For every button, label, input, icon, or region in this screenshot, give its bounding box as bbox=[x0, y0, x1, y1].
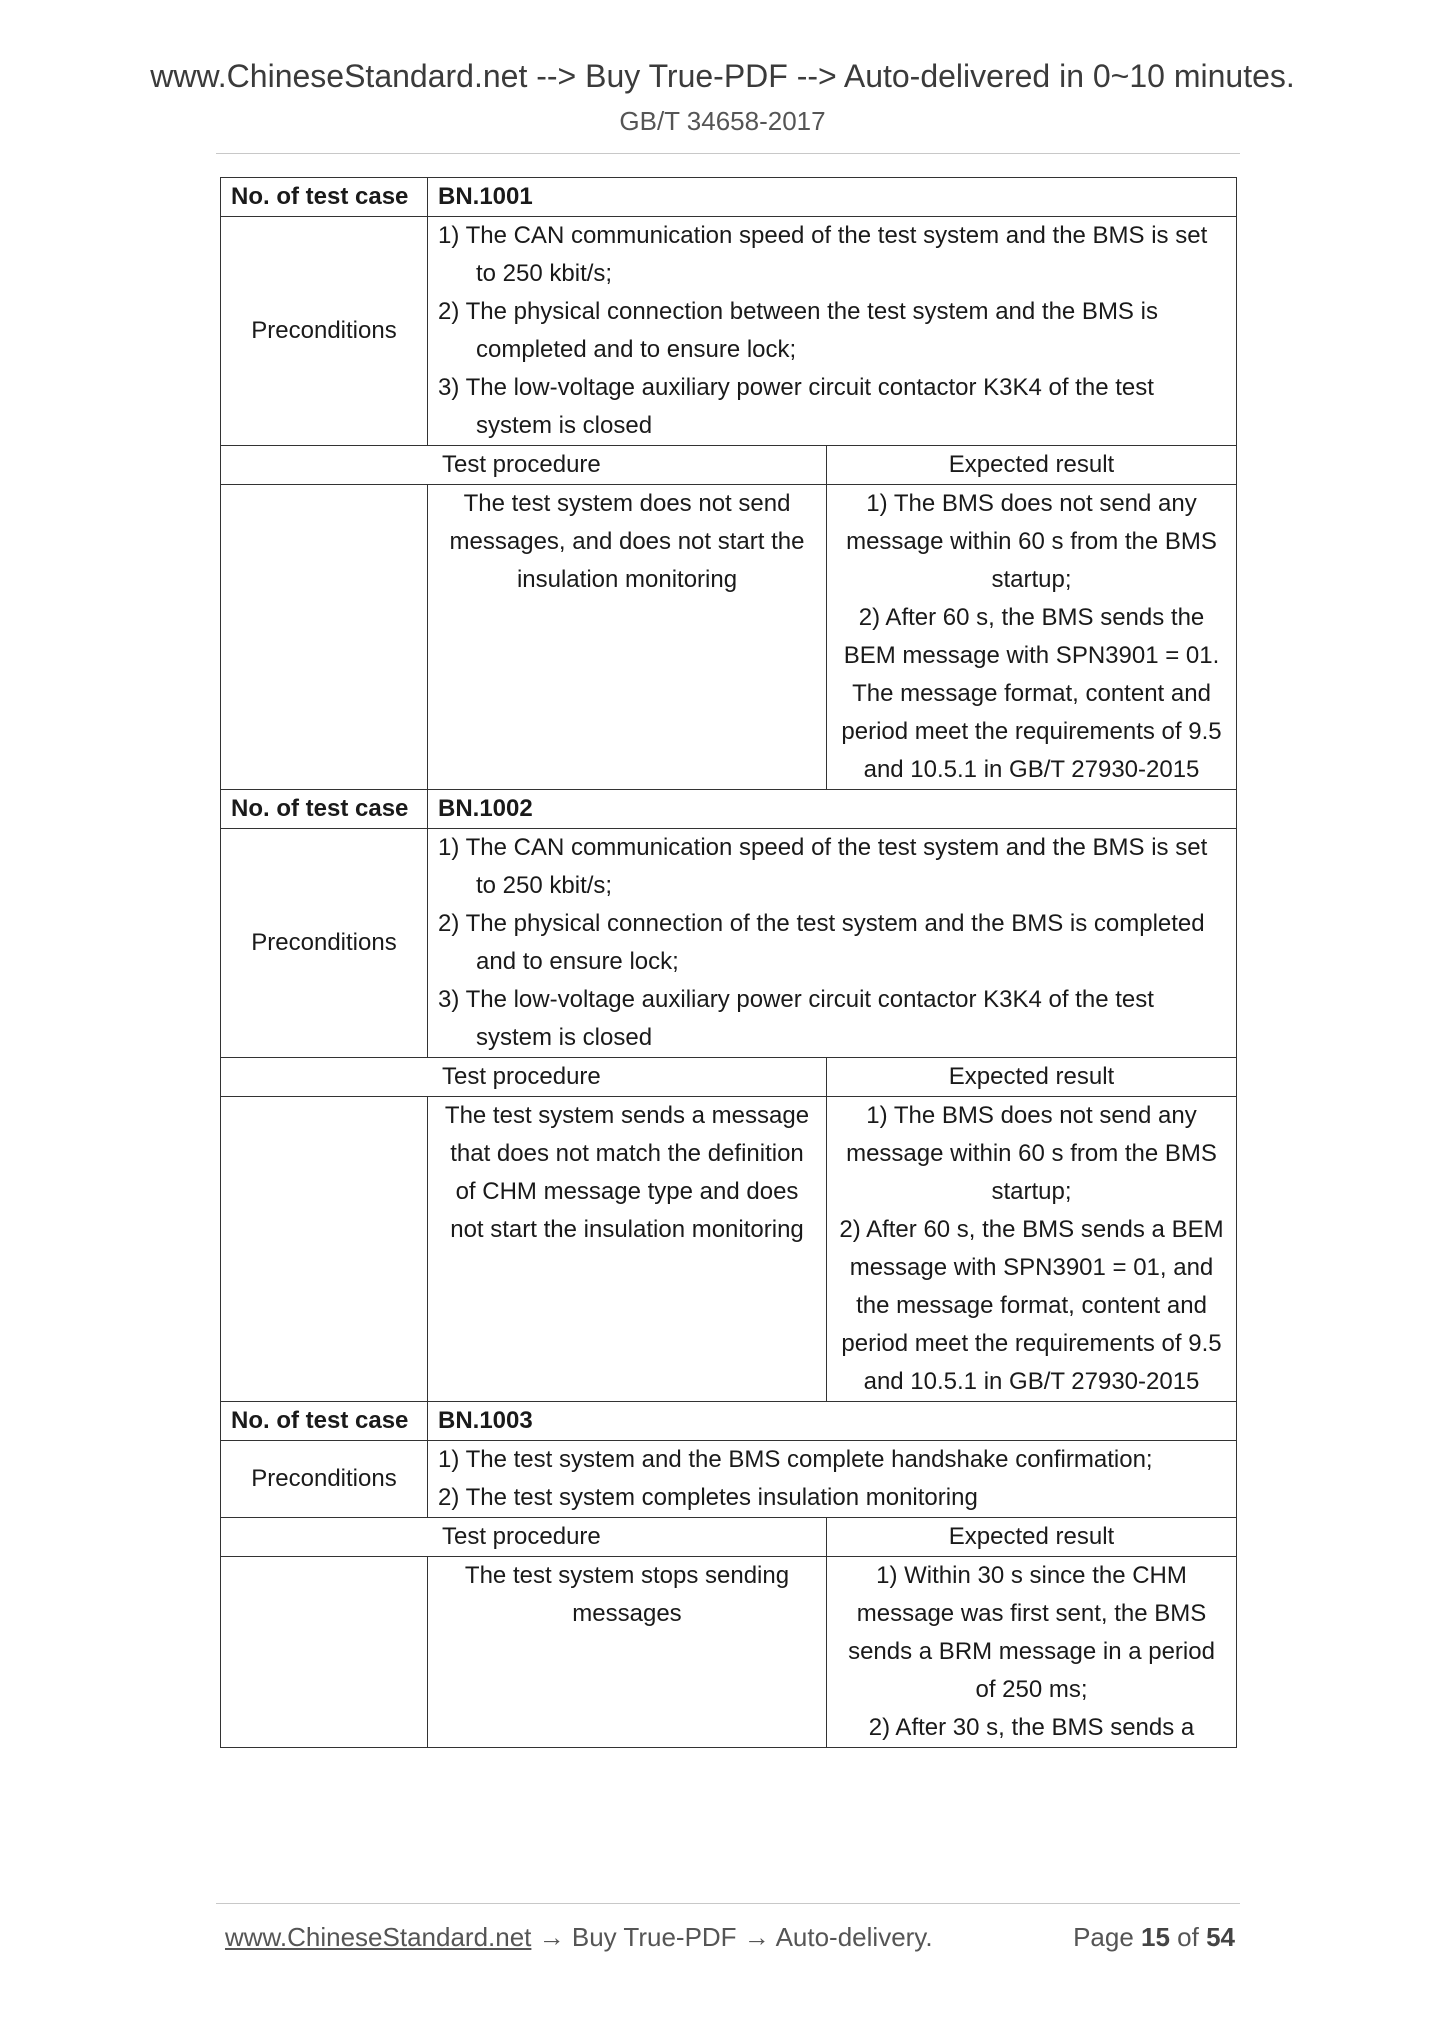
result-item: 1) Within 30 s since the CHM message was first sent, the BMS sends a BRM message in a period of 250 ms; bbox=[848, 1562, 1215, 1703]
case-id-row bbox=[221, 178, 1237, 217]
preconditions-label: Preconditions bbox=[221, 829, 428, 1058]
preconditions-row bbox=[221, 1441, 1237, 1518]
expected-result bbox=[827, 485, 1237, 790]
result-item: 2) After 30 s, the BMS sends a bbox=[868, 1714, 1195, 1741]
test-procedure-header: Test procedure bbox=[221, 446, 827, 485]
precondition-item: 1) The CAN communication speed of the test system and the BMS is set to 250 kbit/s; bbox=[438, 834, 1208, 899]
preconditions-list bbox=[428, 217, 1237, 446]
footer-divider bbox=[216, 1903, 1240, 1904]
footer-left bbox=[225, 1922, 933, 1953]
case-id: BN.1001 bbox=[428, 178, 1237, 217]
case-id-row bbox=[221, 1402, 1237, 1441]
procedure-row bbox=[221, 485, 1237, 790]
precondition-item: 1) The CAN communication speed of the test system and the BMS is set to 250 kbit/s; bbox=[438, 222, 1208, 287]
result-item: 2) After 60 s, the BMS sends the BEM message with SPN3901 = 01. The message format, content and period meet the requirements of 9.5 and 10.5.1 in GB/T 27930-2015 bbox=[841, 604, 1222, 783]
page-current: 15 bbox=[1141, 1922, 1170, 1952]
empty-cell bbox=[221, 1557, 428, 1748]
case-no-label: No. of test case bbox=[221, 790, 428, 829]
precondition-item: 2) The physical connection between the test system and the BMS is completed and to ensure lock; bbox=[438, 298, 1158, 363]
case-no-label: No. of test case bbox=[221, 1402, 428, 1441]
preconditions-row bbox=[221, 217, 1237, 446]
result-item: 1) The BMS does not send any message within 60 s from the BMS startup; bbox=[846, 1102, 1217, 1205]
preconditions-label: Preconditions bbox=[221, 217, 428, 446]
procedure-header-row bbox=[221, 1058, 1237, 1097]
procedure-header-row bbox=[221, 1518, 1237, 1557]
expected-result-header: Expected result bbox=[827, 1518, 1237, 1557]
precondition-item: 1) The test system and the BMS complete handshake confirmation; bbox=[438, 1446, 1153, 1473]
page-of: of bbox=[1169, 1922, 1207, 1952]
expected-result-header: Expected result bbox=[827, 446, 1237, 485]
result-item: 1) The BMS does not send any message within 60 s from the BMS startup; bbox=[846, 490, 1217, 593]
procedure-row bbox=[221, 1557, 1237, 1748]
empty-cell bbox=[221, 485, 428, 790]
header-title: www.ChineseStandard.net --> Buy True-PDF --> Auto-delivered in 0~10 minutes. bbox=[150, 58, 1295, 94]
case-id: BN.1002 bbox=[428, 790, 1237, 829]
precondition-item: 3) The low-voltage auxiliary power circuit contactor K3K4 of the test system is closed bbox=[438, 374, 1154, 439]
result-item: 2) After 60 s, the BMS sends a BEM message with SPN3901 = 01, and the message format, content and period meet the requirements of 9.5 and 10.5.1 in GB/T 27930-2015 bbox=[839, 1216, 1224, 1395]
site-link[interactable]: www.ChineseStandard.net bbox=[225, 1922, 532, 1952]
empty-cell bbox=[221, 1097, 428, 1402]
test-procedure: The test system does not send messages, and does not start the insulation monitoring bbox=[428, 485, 827, 790]
test-procedure-header: Test procedure bbox=[221, 1058, 827, 1097]
case-id: BN.1003 bbox=[428, 1402, 1237, 1441]
preconditions-label: Preconditions bbox=[221, 1441, 428, 1518]
expected-result bbox=[827, 1557, 1237, 1748]
page-word: Page bbox=[1073, 1922, 1142, 1952]
procedure-row bbox=[221, 1097, 1237, 1402]
test-case-table bbox=[220, 177, 1237, 1748]
preconditions-list bbox=[428, 1441, 1237, 1518]
footer-tagline: → Buy True-PDF → Auto-delivery. bbox=[531, 1922, 933, 1952]
test-procedure: The test system stops sending messages bbox=[428, 1557, 827, 1748]
page-indicator bbox=[1073, 1922, 1235, 1953]
case-id-row bbox=[221, 790, 1237, 829]
preconditions-row bbox=[221, 829, 1237, 1058]
expected-result bbox=[827, 1097, 1237, 1402]
standard-number: GB/T 34658-2017 bbox=[619, 106, 826, 136]
case-no-label: No. of test case bbox=[221, 178, 428, 217]
expected-result-header: Expected result bbox=[827, 1058, 1237, 1097]
header-divider bbox=[216, 153, 1240, 154]
test-procedure-header: Test procedure bbox=[221, 1518, 827, 1557]
precondition-item: 3) The low-voltage auxiliary power circuit contactor K3K4 of the test system is closed bbox=[438, 986, 1154, 1051]
page-total: 54 bbox=[1206, 1922, 1235, 1952]
precondition-item: 2) The test system completes insulation monitoring bbox=[438, 1484, 978, 1511]
precondition-item: 2) The physical connection of the test system and the BMS is completed and to ensure lock; bbox=[438, 910, 1205, 975]
procedure-header-row bbox=[221, 446, 1237, 485]
preconditions-list bbox=[428, 829, 1237, 1058]
test-procedure: The test system sends a message that does not match the definition of CHM message type and does not start the insulation monitoring bbox=[428, 1097, 827, 1402]
